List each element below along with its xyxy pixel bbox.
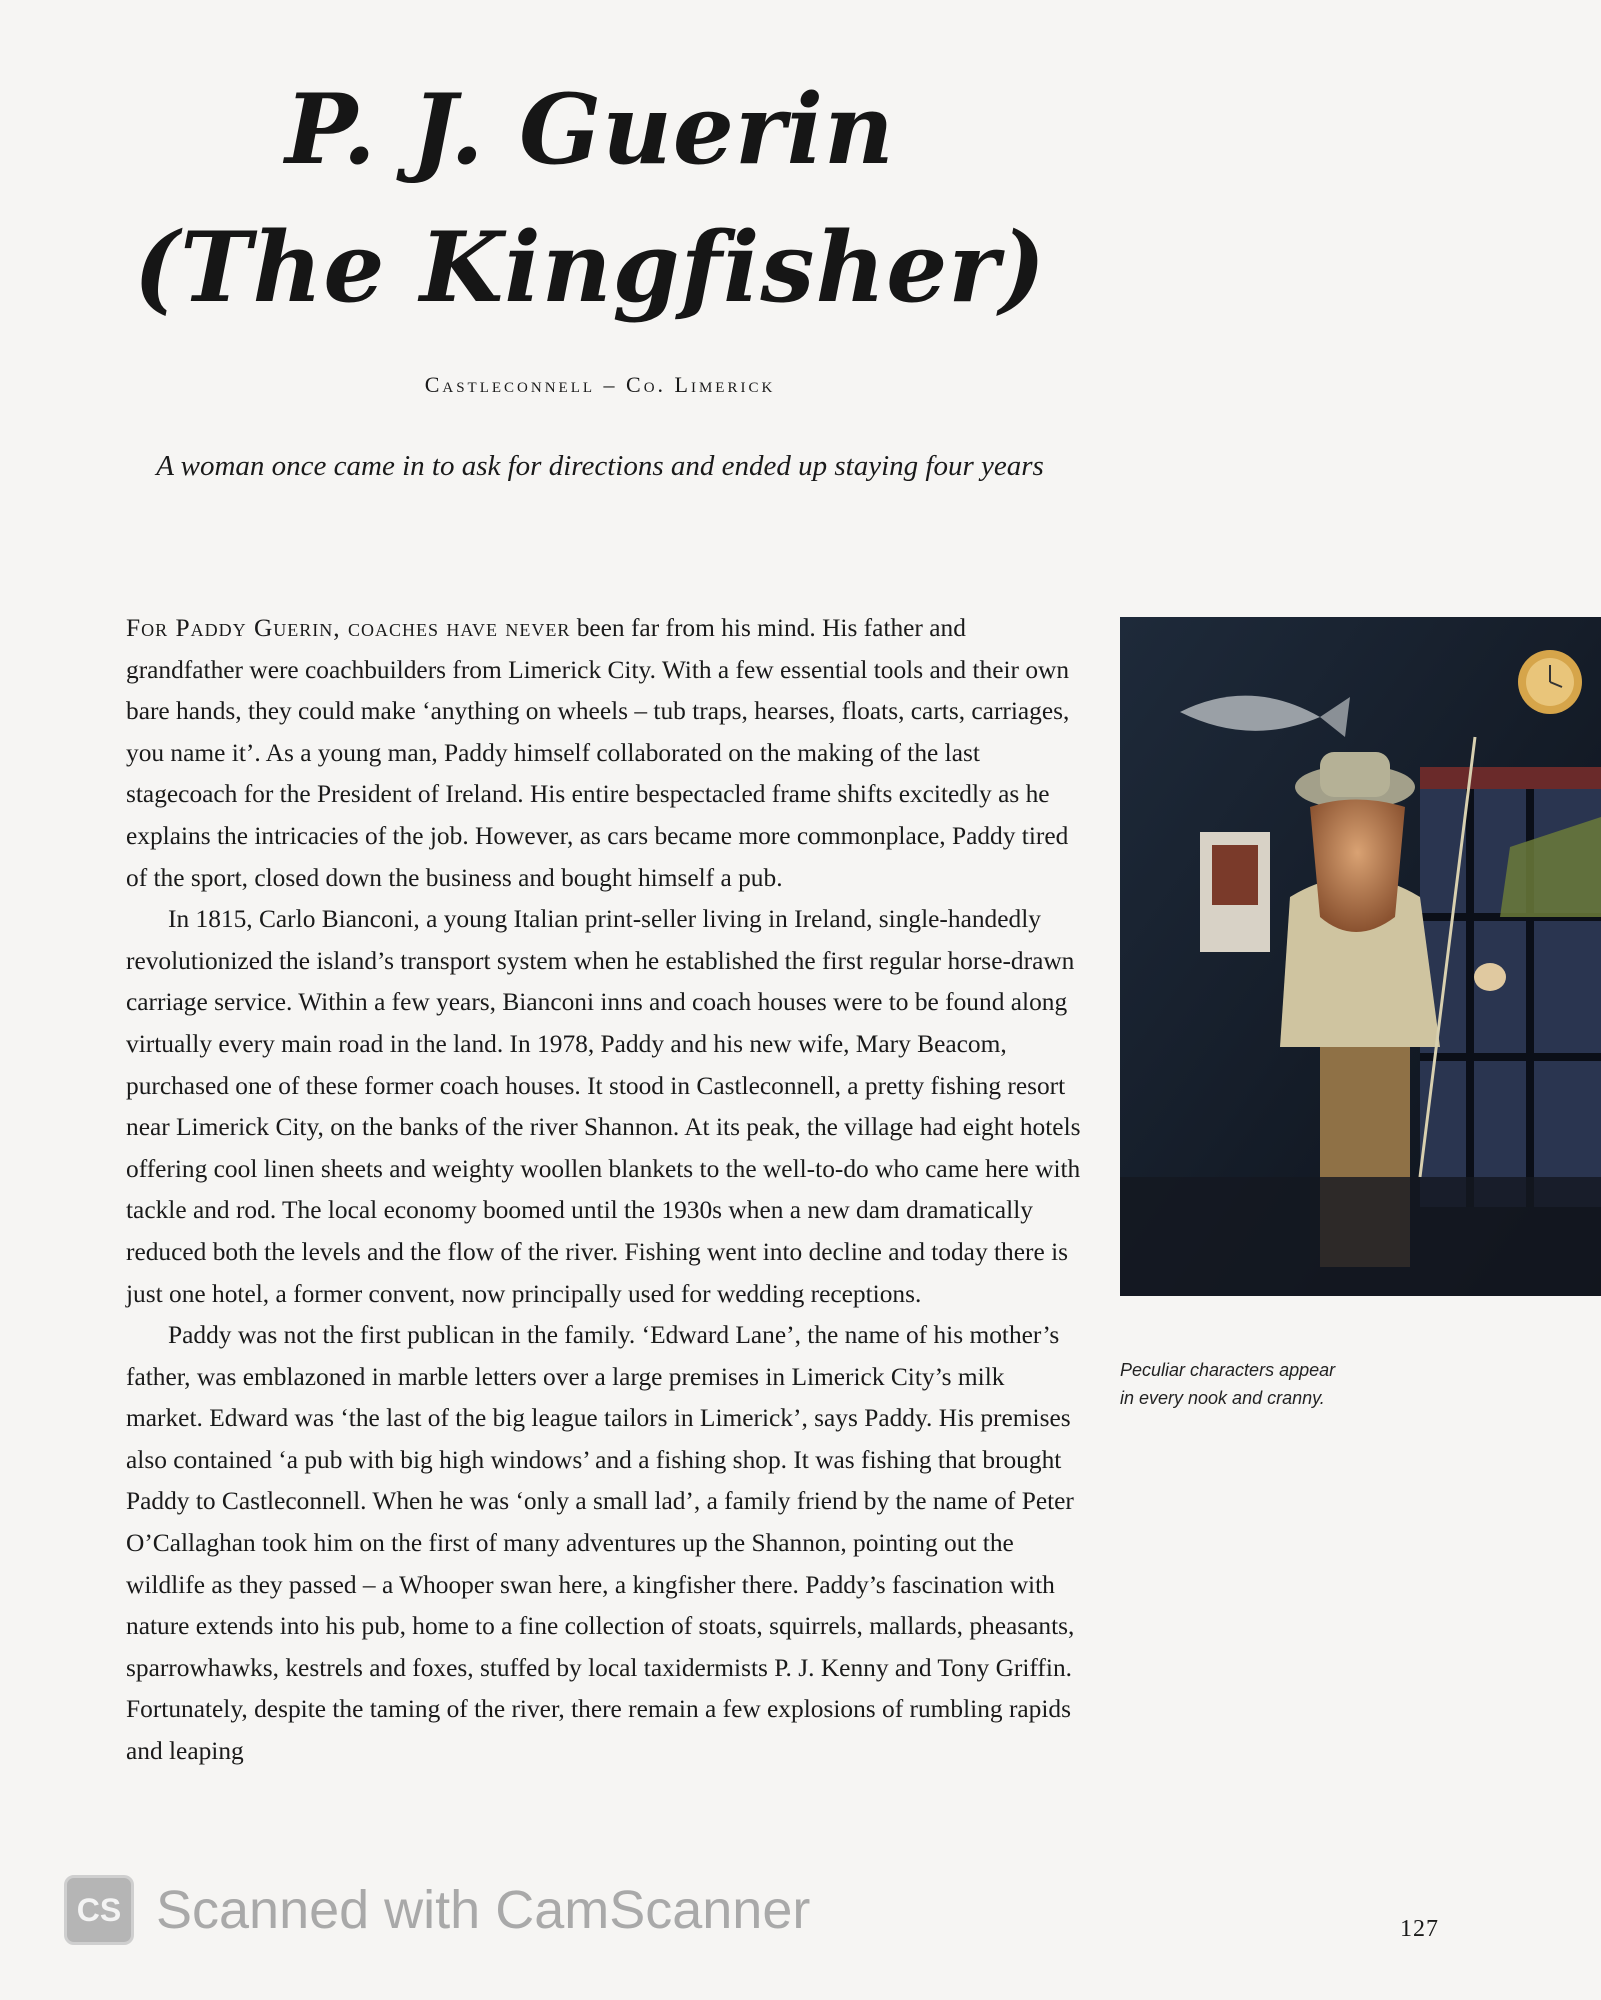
page-number: 127 bbox=[1400, 1916, 1439, 1942]
camscanner-watermark bbox=[64, 1872, 810, 1948]
location-heading: Castleconnell – Co. Limerick bbox=[424, 372, 776, 397]
caption-line-1: Peculiar characters appear bbox=[1120, 1360, 1336, 1380]
paragraph-2: In 1815, Carlo Bianconi, a young Italian print-seller living in Ireland, single-handedly revolutionized the island’s transport system when he established the first regular horse-drawn carriage service. Within a few years, Bianconi inns and coach houses were to be found along virtually every main road in the land. In 1978, Paddy and his new wife, Mary Beacom, purchased one of these former coach houses. It stood in Castleconnell, a pretty fishing resort near Limerick City, on the banks of the river Shannon. At its peak, the village had eight hotels offering cool linen sheets and weighty woollen blankets to the well-to-do who came here with tackle and rod. The local economy boomed until the 1930s when a new dam dramatically reduced both the levels and the flow of the river. Fishing went into decline and today there is just one hotel, a former convent, now principally used for wedding receptions. bbox=[126, 905, 1081, 1308]
paragraph-3: Paddy was not the first publican in the family. ‘Edward Lane’, the name of his mother’s father, was emblazoned in marble letters over a large premises in Limerick City’s milk market. Edward was ‘the last of the big league tailors in Limerick’, says Paddy. His premises also contained ‘a pub with big high windows’ and a fishing shop. It was fishing that brought Paddy to Castleconnell. When he was ‘only a small lad’, a family friend by the name of Peter O’Callaghan took him on the first of many adventures up the Shannon, pointing out the wildlife as they passed – a Whooper swan here, a kingfisher there. Paddy’s fascination with nature extends into his pub, home to a fine collection of stoats, squirrels, mallards, pheasants, sparrowhawks, kestrels and foxes, stuffed by local taxidermists P. J. Kenny and Tony Griffin. Fortunately, despite the taming of the river, there remain a few explosions of rumbling rapids and leaping bbox=[126, 1321, 1075, 1766]
pub-interior-photo bbox=[1120, 617, 1601, 1296]
camscanner-text: Scanned with CamScanner bbox=[156, 1880, 811, 1940]
lead-in: For Paddy Guerin, coaches have never bbox=[126, 614, 571, 642]
paragraph-1-text: been far from his mind. His father and grandfather were coachbuilders from Limerick City. With a few essential tools and their own bare hands, they could make ‘anything on wheels – tub traps, hearses, floats, carts, carriages, you name it’. As a young man, Paddy himself collaborated on the making of the last stagecoach for the President of Ireland. His entire bespectacled frame shifts excitedly as he explains the intricacies of the job. However, as cars became more commonplace, Paddy tired of the sport, closed down the business and bought himself a pub. bbox=[126, 614, 1070, 892]
page-title-name: P. J. Guerin bbox=[285, 73, 895, 186]
article-body bbox=[126, 608, 1086, 1773]
page-title-nickname: (The Kingfisher) bbox=[133, 211, 1047, 324]
photo-caption bbox=[1120, 1356, 1420, 1412]
paragraph-1 bbox=[126, 608, 1086, 899]
subtitle: A woman once came in to ask for directions and ended up staying four years bbox=[156, 450, 1044, 482]
camscanner-logo-icon: CS bbox=[64, 1875, 134, 1945]
caption-line-2: in every nook and cranny. bbox=[1120, 1388, 1325, 1408]
